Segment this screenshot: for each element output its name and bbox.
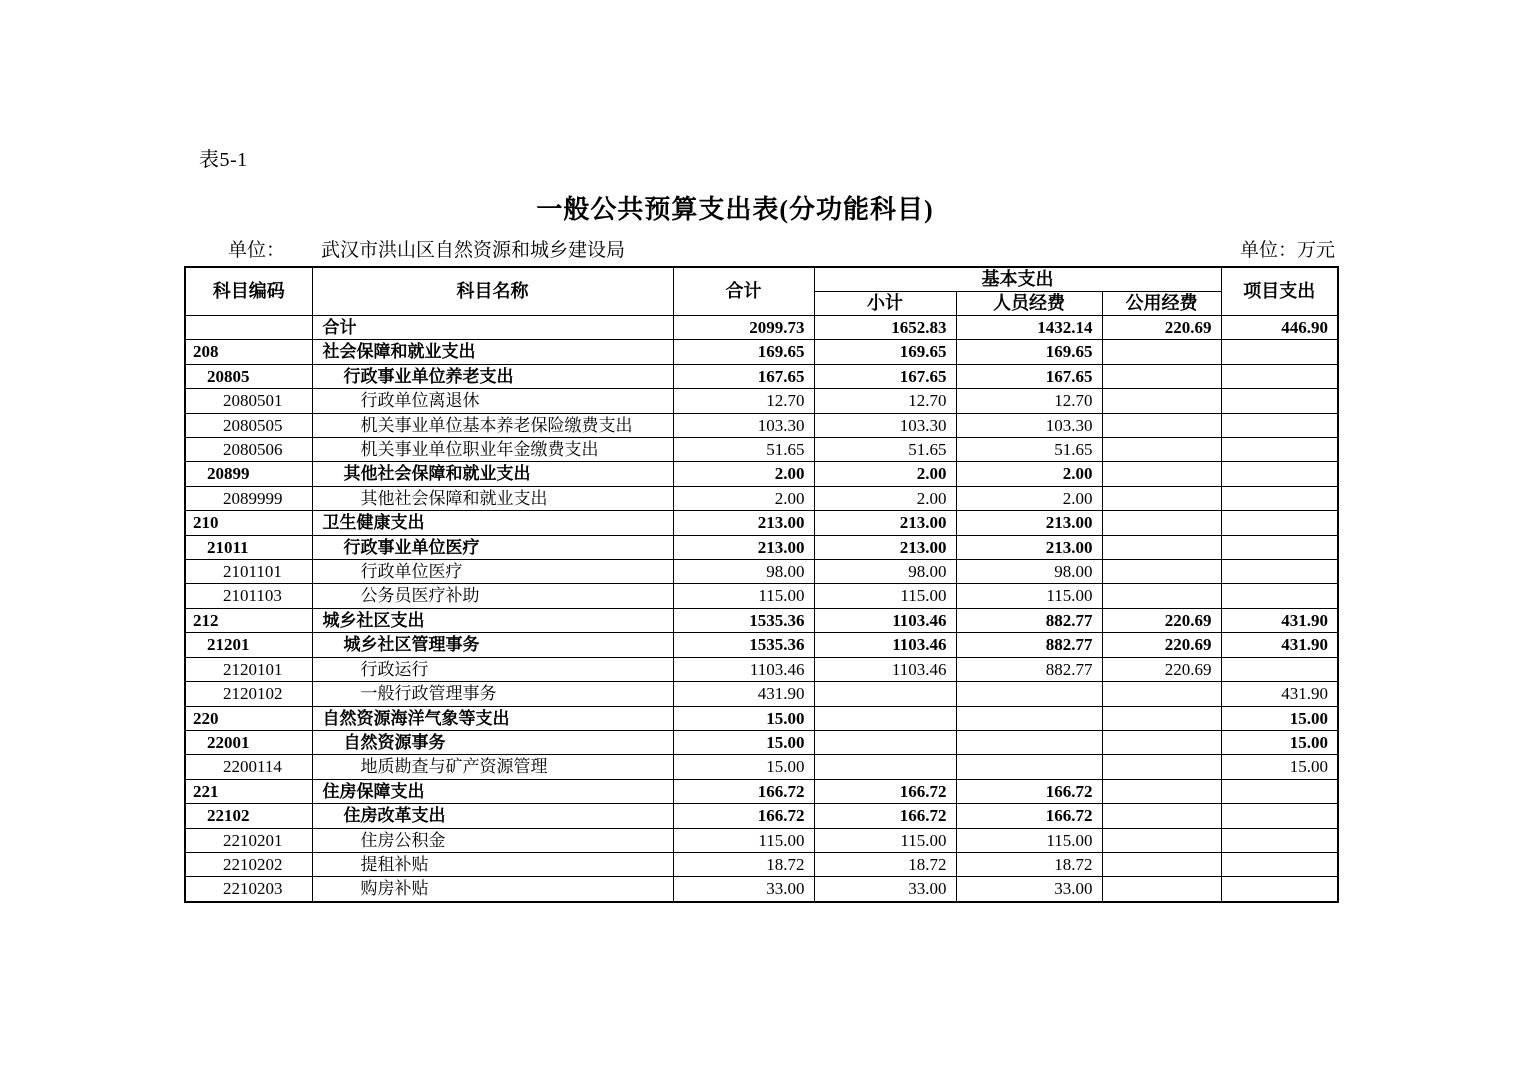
- table-row: [185, 706, 1338, 730]
- table-row: [185, 413, 1338, 437]
- basic-subtotal-cell: 12.70: [814, 389, 956, 413]
- table-row: [185, 486, 1338, 510]
- code-cell: 212: [185, 608, 312, 632]
- name-cell: 提租补贴: [312, 852, 673, 876]
- table-row: [185, 608, 1338, 632]
- table-row: [185, 438, 1338, 462]
- public-expense-cell: [1102, 852, 1221, 876]
- name-cell: 行政事业单位养老支出: [312, 364, 673, 388]
- unit-line: [184, 235, 1337, 259]
- table-row: [185, 389, 1338, 413]
- code-cell: 21011: [185, 535, 312, 559]
- code-cell: 2101101: [185, 560, 312, 584]
- table-row: [185, 682, 1338, 706]
- project-expense-cell: [1221, 340, 1338, 364]
- total-cell: 431.90: [673, 682, 814, 706]
- basic-subtotal-cell: 18.72: [814, 852, 956, 876]
- project-expense-cell: [1221, 462, 1338, 486]
- basic-subtotal-cell: 115.00: [814, 828, 956, 852]
- total-cell: 115.00: [673, 828, 814, 852]
- public-expense-cell: [1102, 682, 1221, 706]
- code-cell: 221: [185, 779, 312, 803]
- table-row: [185, 560, 1338, 584]
- total-cell: 1103.46: [673, 657, 814, 681]
- project-expense-cell: [1221, 779, 1338, 803]
- code-cell: [185, 316, 312, 340]
- project-expense-cell: [1221, 535, 1338, 559]
- header-public: 公用经费: [1102, 292, 1221, 316]
- table-row: [185, 730, 1338, 754]
- personnel-expense-cell: 51.65: [956, 438, 1102, 462]
- personnel-expense-cell: 103.30: [956, 413, 1102, 437]
- code-cell: 2210203: [185, 877, 312, 902]
- project-expense-cell: [1221, 560, 1338, 584]
- public-expense-cell: [1102, 389, 1221, 413]
- total-cell: 15.00: [673, 755, 814, 779]
- personnel-expense-cell: 33.00: [956, 877, 1102, 902]
- project-expense-cell: [1221, 511, 1338, 535]
- name-cell: 合计: [312, 316, 673, 340]
- project-expense-cell: [1221, 486, 1338, 510]
- basic-subtotal-cell: [814, 706, 956, 730]
- project-expense-cell: [1221, 438, 1338, 462]
- public-expense-cell: [1102, 877, 1221, 902]
- basic-subtotal-cell: 115.00: [814, 584, 956, 608]
- header-total: 合计: [673, 267, 814, 316]
- project-expense-cell: [1221, 828, 1338, 852]
- basic-subtotal-cell: 213.00: [814, 511, 956, 535]
- public-expense-cell: 220.69: [1102, 657, 1221, 681]
- public-expense-cell: [1102, 584, 1221, 608]
- personnel-expense-cell: 2.00: [956, 462, 1102, 486]
- total-cell: 1535.36: [673, 633, 814, 657]
- code-cell: 22102: [185, 804, 312, 828]
- public-expense-cell: 220.69: [1102, 316, 1221, 340]
- basic-subtotal-cell: 2.00: [814, 486, 956, 510]
- total-cell: 51.65: [673, 438, 814, 462]
- name-cell: 行政单位离退休: [312, 389, 673, 413]
- basic-subtotal-cell: 169.65: [814, 340, 956, 364]
- personnel-expense-cell: [956, 755, 1102, 779]
- project-expense-cell: 15.00: [1221, 755, 1338, 779]
- personnel-expense-cell: 213.00: [956, 511, 1102, 535]
- name-cell: 地质勘查与矿产资源管理: [312, 755, 673, 779]
- personnel-expense-cell: 166.72: [956, 804, 1102, 828]
- name-cell: 行政事业单位医疗: [312, 535, 673, 559]
- code-cell: 2101103: [185, 584, 312, 608]
- public-expense-cell: [1102, 828, 1221, 852]
- personnel-expense-cell: 115.00: [956, 828, 1102, 852]
- name-cell: 其他社会保障和就业支出: [312, 462, 673, 486]
- table-body: [185, 316, 1338, 902]
- personnel-expense-cell: [956, 730, 1102, 754]
- personnel-expense-cell: 882.77: [956, 657, 1102, 681]
- table-row: [185, 584, 1338, 608]
- total-cell: 1535.36: [673, 608, 814, 632]
- name-cell: 其他社会保障和就业支出: [312, 486, 673, 510]
- name-cell: 自然资源海洋气象等支出: [312, 706, 673, 730]
- total-cell: 115.00: [673, 584, 814, 608]
- project-expense-cell: [1221, 877, 1338, 902]
- budget-table: [184, 266, 1339, 903]
- public-expense-cell: [1102, 438, 1221, 462]
- basic-subtotal-cell: 98.00: [814, 560, 956, 584]
- public-expense-cell: [1102, 779, 1221, 803]
- name-cell: 机关事业单位职业年金缴费支出: [312, 438, 673, 462]
- organization-name: 武汉市洪山区自然资源和城乡建设局: [321, 240, 626, 261]
- personnel-expense-cell: 169.65: [956, 340, 1102, 364]
- basic-subtotal-cell: 1103.46: [814, 633, 956, 657]
- header-basic-subtotal: 小计: [814, 292, 956, 316]
- total-cell: 18.72: [673, 852, 814, 876]
- personnel-expense-cell: 115.00: [956, 584, 1102, 608]
- table-row: [185, 657, 1338, 681]
- header-code: 科目编码: [185, 267, 312, 316]
- personnel-expense-cell: 2.00: [956, 486, 1102, 510]
- name-cell: 行政单位医疗: [312, 560, 673, 584]
- table-row: [185, 316, 1338, 340]
- personnel-expense-cell: [956, 682, 1102, 706]
- table-row: [185, 535, 1338, 559]
- public-expense-cell: [1102, 486, 1221, 510]
- basic-subtotal-cell: 1103.46: [814, 608, 956, 632]
- public-expense-cell: [1102, 560, 1221, 584]
- table-header: [185, 267, 1338, 316]
- currency-unit-label: 单位：万元: [1239, 240, 1335, 261]
- personnel-expense-cell: 882.77: [956, 608, 1102, 632]
- table-row: [185, 779, 1338, 803]
- basic-subtotal-cell: [814, 682, 956, 706]
- name-cell: 机关事业单位基本养老保险缴费支出: [312, 413, 673, 437]
- total-cell: 33.00: [673, 877, 814, 902]
- total-cell: 12.70: [673, 389, 814, 413]
- basic-subtotal-cell: 2.00: [814, 462, 956, 486]
- code-cell: 2089999: [185, 486, 312, 510]
- personnel-expense-cell: 12.70: [956, 389, 1102, 413]
- code-cell: 22001: [185, 730, 312, 754]
- name-cell: 行政运行: [312, 657, 673, 681]
- public-expense-cell: [1102, 413, 1221, 437]
- basic-subtotal-cell: 166.72: [814, 804, 956, 828]
- public-expense-cell: [1102, 364, 1221, 388]
- total-cell: 103.30: [673, 413, 814, 437]
- basic-subtotal-cell: 1652.83: [814, 316, 956, 340]
- project-expense-cell: [1221, 584, 1338, 608]
- table-row: [185, 633, 1338, 657]
- name-cell: 住房改革支出: [312, 804, 673, 828]
- header-basic-group: 基本支出: [814, 267, 1221, 292]
- code-cell: 2210201: [185, 828, 312, 852]
- code-cell: 210: [185, 511, 312, 535]
- code-cell: 20805: [185, 364, 312, 388]
- table-row: [185, 462, 1338, 486]
- public-expense-cell: 220.69: [1102, 633, 1221, 657]
- public-expense-cell: [1102, 755, 1221, 779]
- total-cell: 15.00: [673, 730, 814, 754]
- personnel-expense-cell: 98.00: [956, 560, 1102, 584]
- public-expense-cell: [1102, 511, 1221, 535]
- public-expense-cell: [1102, 340, 1221, 364]
- table-row: [185, 828, 1338, 852]
- basic-subtotal-cell: 167.65: [814, 364, 956, 388]
- name-cell: 城乡社区支出: [312, 608, 673, 632]
- table-row: [185, 340, 1338, 364]
- project-expense-cell: 431.90: [1221, 608, 1338, 632]
- personnel-expense-cell: 1432.14: [956, 316, 1102, 340]
- name-cell: 卫生健康支出: [312, 511, 673, 535]
- project-expense-cell: [1221, 364, 1338, 388]
- code-cell: 220: [185, 706, 312, 730]
- table-number-label: 表5-1: [199, 149, 248, 171]
- total-cell: 166.72: [673, 804, 814, 828]
- page-title: 一般公共预算支出表(分功能科目): [536, 195, 934, 224]
- header-personnel: 人员经费: [956, 292, 1102, 316]
- name-cell: 城乡社区管理事务: [312, 633, 673, 657]
- total-cell: 98.00: [673, 560, 814, 584]
- code-cell: 2080501: [185, 389, 312, 413]
- name-cell: 公务员医疗补助: [312, 584, 673, 608]
- header-row-1: [185, 267, 1338, 292]
- name-cell: 社会保障和就业支出: [312, 340, 673, 364]
- project-expense-cell: 15.00: [1221, 730, 1338, 754]
- basic-subtotal-cell: 51.65: [814, 438, 956, 462]
- public-expense-cell: [1102, 804, 1221, 828]
- code-cell: 2210202: [185, 852, 312, 876]
- total-cell: 167.65: [673, 364, 814, 388]
- code-cell: 20899: [185, 462, 312, 486]
- name-cell: 住房保障支出: [312, 779, 673, 803]
- code-cell: 21201: [185, 633, 312, 657]
- basic-subtotal-cell: 1103.46: [814, 657, 956, 681]
- unit-label: 单位：: [228, 240, 286, 261]
- project-expense-cell: 431.90: [1221, 682, 1338, 706]
- table-row: [185, 852, 1338, 876]
- table-row: [185, 804, 1338, 828]
- total-cell: 213.00: [673, 535, 814, 559]
- project-expense-cell: [1221, 657, 1338, 681]
- name-cell: 自然资源事务: [312, 730, 673, 754]
- total-cell: 2.00: [673, 462, 814, 486]
- basic-subtotal-cell: 166.72: [814, 779, 956, 803]
- name-cell: 住房公积金: [312, 828, 673, 852]
- table-row: [185, 364, 1338, 388]
- basic-subtotal-cell: 213.00: [814, 535, 956, 559]
- project-expense-cell: 15.00: [1221, 706, 1338, 730]
- code-cell: 2120102: [185, 682, 312, 706]
- total-cell: 2.00: [673, 486, 814, 510]
- code-cell: 2080505: [185, 413, 312, 437]
- basic-subtotal-cell: [814, 730, 956, 754]
- public-expense-cell: [1102, 535, 1221, 559]
- basic-subtotal-cell: 103.30: [814, 413, 956, 437]
- personnel-expense-cell: 213.00: [956, 535, 1102, 559]
- personnel-expense-cell: 166.72: [956, 779, 1102, 803]
- total-cell: 2099.73: [673, 316, 814, 340]
- table-row: [185, 755, 1338, 779]
- name-cell: 购房补贴: [312, 877, 673, 902]
- personnel-expense-cell: 167.65: [956, 364, 1102, 388]
- name-cell: 一般行政管理事务: [312, 682, 673, 706]
- total-cell: 169.65: [673, 340, 814, 364]
- project-expense-cell: [1221, 852, 1338, 876]
- project-expense-cell: 446.90: [1221, 316, 1338, 340]
- public-expense-cell: [1102, 462, 1221, 486]
- personnel-expense-cell: [956, 706, 1102, 730]
- total-cell: 213.00: [673, 511, 814, 535]
- public-expense-cell: [1102, 706, 1221, 730]
- code-cell: 2080506: [185, 438, 312, 462]
- table-row: [185, 877, 1338, 902]
- public-expense-cell: 220.69: [1102, 608, 1221, 632]
- table-row: [185, 511, 1338, 535]
- basic-subtotal-cell: [814, 755, 956, 779]
- code-cell: 2120101: [185, 657, 312, 681]
- project-expense-cell: 431.90: [1221, 633, 1338, 657]
- personnel-expense-cell: 18.72: [956, 852, 1102, 876]
- code-cell: 208: [185, 340, 312, 364]
- total-cell: 166.72: [673, 779, 814, 803]
- total-cell: 15.00: [673, 706, 814, 730]
- project-expense-cell: [1221, 804, 1338, 828]
- project-expense-cell: [1221, 413, 1338, 437]
- code-cell: 2200114: [185, 755, 312, 779]
- header-name: 科目名称: [312, 267, 673, 316]
- header-project: 项目支出: [1221, 267, 1338, 316]
- basic-subtotal-cell: 33.00: [814, 877, 956, 902]
- public-expense-cell: [1102, 730, 1221, 754]
- project-expense-cell: [1221, 389, 1338, 413]
- personnel-expense-cell: 882.77: [956, 633, 1102, 657]
